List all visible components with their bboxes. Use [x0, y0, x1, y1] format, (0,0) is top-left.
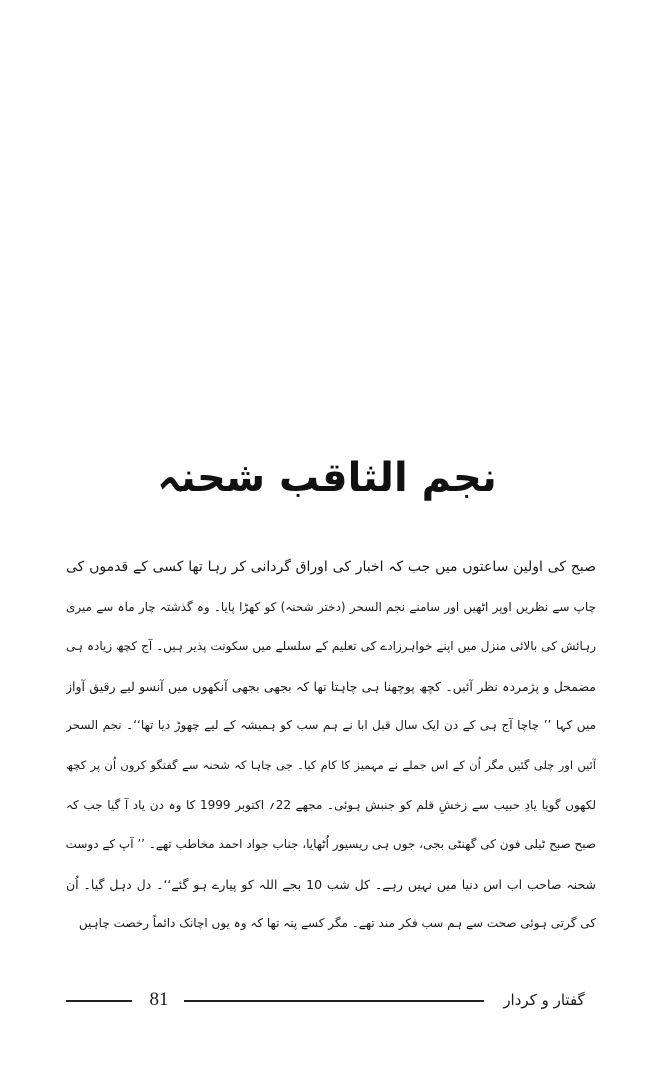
page-number: 81 [149, 989, 169, 1010]
page-footer [66, 985, 596, 1015]
footer-rule-left [66, 1000, 132, 1002]
running-title: گفتار و کردار [503, 991, 585, 1009]
body-line: رہائش کی بالائی منزل میں اپنے خواہرزادے کی تعلیم کے سلسلے میں سکونت پذیر ہیں۔ آج کچھ زیادہ ہی [66, 639, 596, 654]
chapter-title: نجم الثاقب شحنہ [157, 455, 497, 501]
body-line: مضمحل و پژمردہ نظر آئیں۔ کچھ پوچھنا ہی چاہتا تھا کہ بجھی بجھی آنکھوں میں آنسو لیے رقیق آواز [66, 678, 596, 694]
body-line: کی گرتی ہوئی صحت سے ہم سب فکر مند تھے۔ مگر کسے پتہ تھا کہ وہ یوں اچانک دائماً رخصت چاہیں [78, 916, 596, 931]
body-line: صبح کی اولین ساعتوں میں جب کہ اخبار کی اوراق گردانی کر رہا تھا کسی کے قدموں کی [66, 559, 596, 575]
body-line: لکھوں گویا یادِ حبیب سے زخشِ قلم کو جنبش ہوئی۔ مجھے 22؍ اکتوبر 1999 کا وہ دن یاد آ گیا جب کہ [66, 797, 596, 812]
body-line: شحنہ صاحب اب اس دنیا میں نہیں رہے۔ کل شب 10 بجے اللہ کو پیارے ہو گئے‘‘۔ دل دہل گیا۔ اُن [66, 876, 596, 892]
body-line: صبح صبح ٹیلی فون کی گھنٹی بجی، جوں ہی ریسیور اُٹھایا، جناب جواد احمد مخاطب تھے۔ ’’ آپ کے دوست [66, 837, 596, 852]
footer-rule-right [184, 1000, 484, 1002]
body-line: آئیں اور چلی گئیں مگر اُن کے اس جملے نے مہمیز کا کام کیا۔ جی چاہا کہ شحنہ سے گفتگو کروں اُن پر کچھ [66, 757, 596, 772]
body-text [66, 548, 596, 944]
body-line: میں کہا ’’ چاچا آج ہی کے دن ایک سال قبل ابا نے ہم سب کو ہمیشہ کے لیے چھوڑ دیا تھا‘‘۔ نجم السحر [66, 718, 596, 733]
body-line: چاپ سے نظریں اوپر اٹھیں اور سامنے نجم السحر (دختر شحنہ) کو کھڑا پایا۔ وہ گذشتہ چار ماہ سے میری [66, 599, 596, 614]
